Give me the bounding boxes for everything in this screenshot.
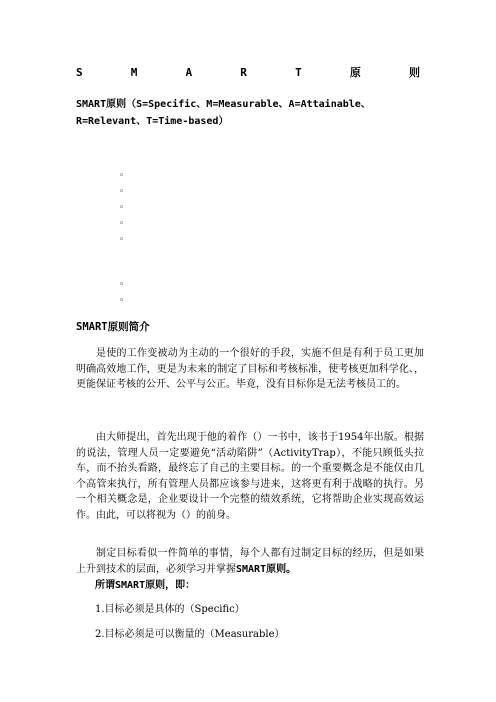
- paragraph-text: 制定目标看似一件简单的事情，每个人都有过制定目标的经历，但是如果上升到技术的层面，必须学习并掌握: [76, 548, 424, 575]
- toc-bullet-icon: ◦: [119, 203, 125, 213]
- toc-bullet-icon: ◦: [119, 171, 125, 181]
- list-item: 2.目标必须是可以衡量的（Measurable）: [95, 629, 285, 640]
- title-char: 则: [408, 66, 420, 79]
- list-item: 1.目标必须是具体的（Specific）: [95, 604, 245, 615]
- title-char: A: [185, 66, 193, 79]
- document-subtitle: SMART原则（S=Specific、M=Measurable、A=Attainable、R=Relevant、T=Time-based）: [76, 99, 371, 127]
- section-heading: SMART原则简介: [76, 321, 150, 333]
- toc-bullet-icon: ◦: [119, 280, 125, 290]
- document-title: [76, 66, 420, 80]
- toc-bullet-icon: ◦: [119, 296, 125, 306]
- toc-bullet-icon: ◦: [119, 219, 125, 229]
- paragraph: 是使的工作变被动为主动的一个很好的手段，实施不但是有利于员工更加明确高效地工作，更是为未来的制定了目标和考核标准，使考核更加科学化、，更能保证考核的公开、公平与公正。毕竟，没有目标你是无法考核员工的。: [76, 348, 424, 391]
- toc-bullet-icon: ◦: [119, 235, 125, 245]
- title-char: 原: [349, 66, 361, 79]
- title-char: S: [76, 66, 83, 79]
- title-char: M: [130, 66, 138, 79]
- toc-bullet-icon: ◦: [119, 187, 125, 197]
- paragraph: [76, 546, 424, 577]
- list-heading: 所谓SMART原则，即：: [95, 580, 196, 591]
- title-char: T: [295, 66, 302, 79]
- paragraph: 由大师提出，首先出现于他的着作（）一书中，该书于1954年出版。根据的说法，管理人员一定要避免“活动陷阱”（ActivityTrap），不能只顾低头拉车，而不抬头看路，最终忘了自己的主要目标。的一个重要概念是不能仅由几个高管来执行，所有管理人员都应该参与进来，这将更有利于战略的执行。另一个相关概念是，企业要设计一个完整的绩效系统，它将帮助企业实现高效运作。由此，可以将视为（）的前身。: [76, 432, 424, 521]
- title-char: R: [240, 66, 247, 79]
- paragraph-bold-term: SMART原则。: [236, 563, 297, 575]
